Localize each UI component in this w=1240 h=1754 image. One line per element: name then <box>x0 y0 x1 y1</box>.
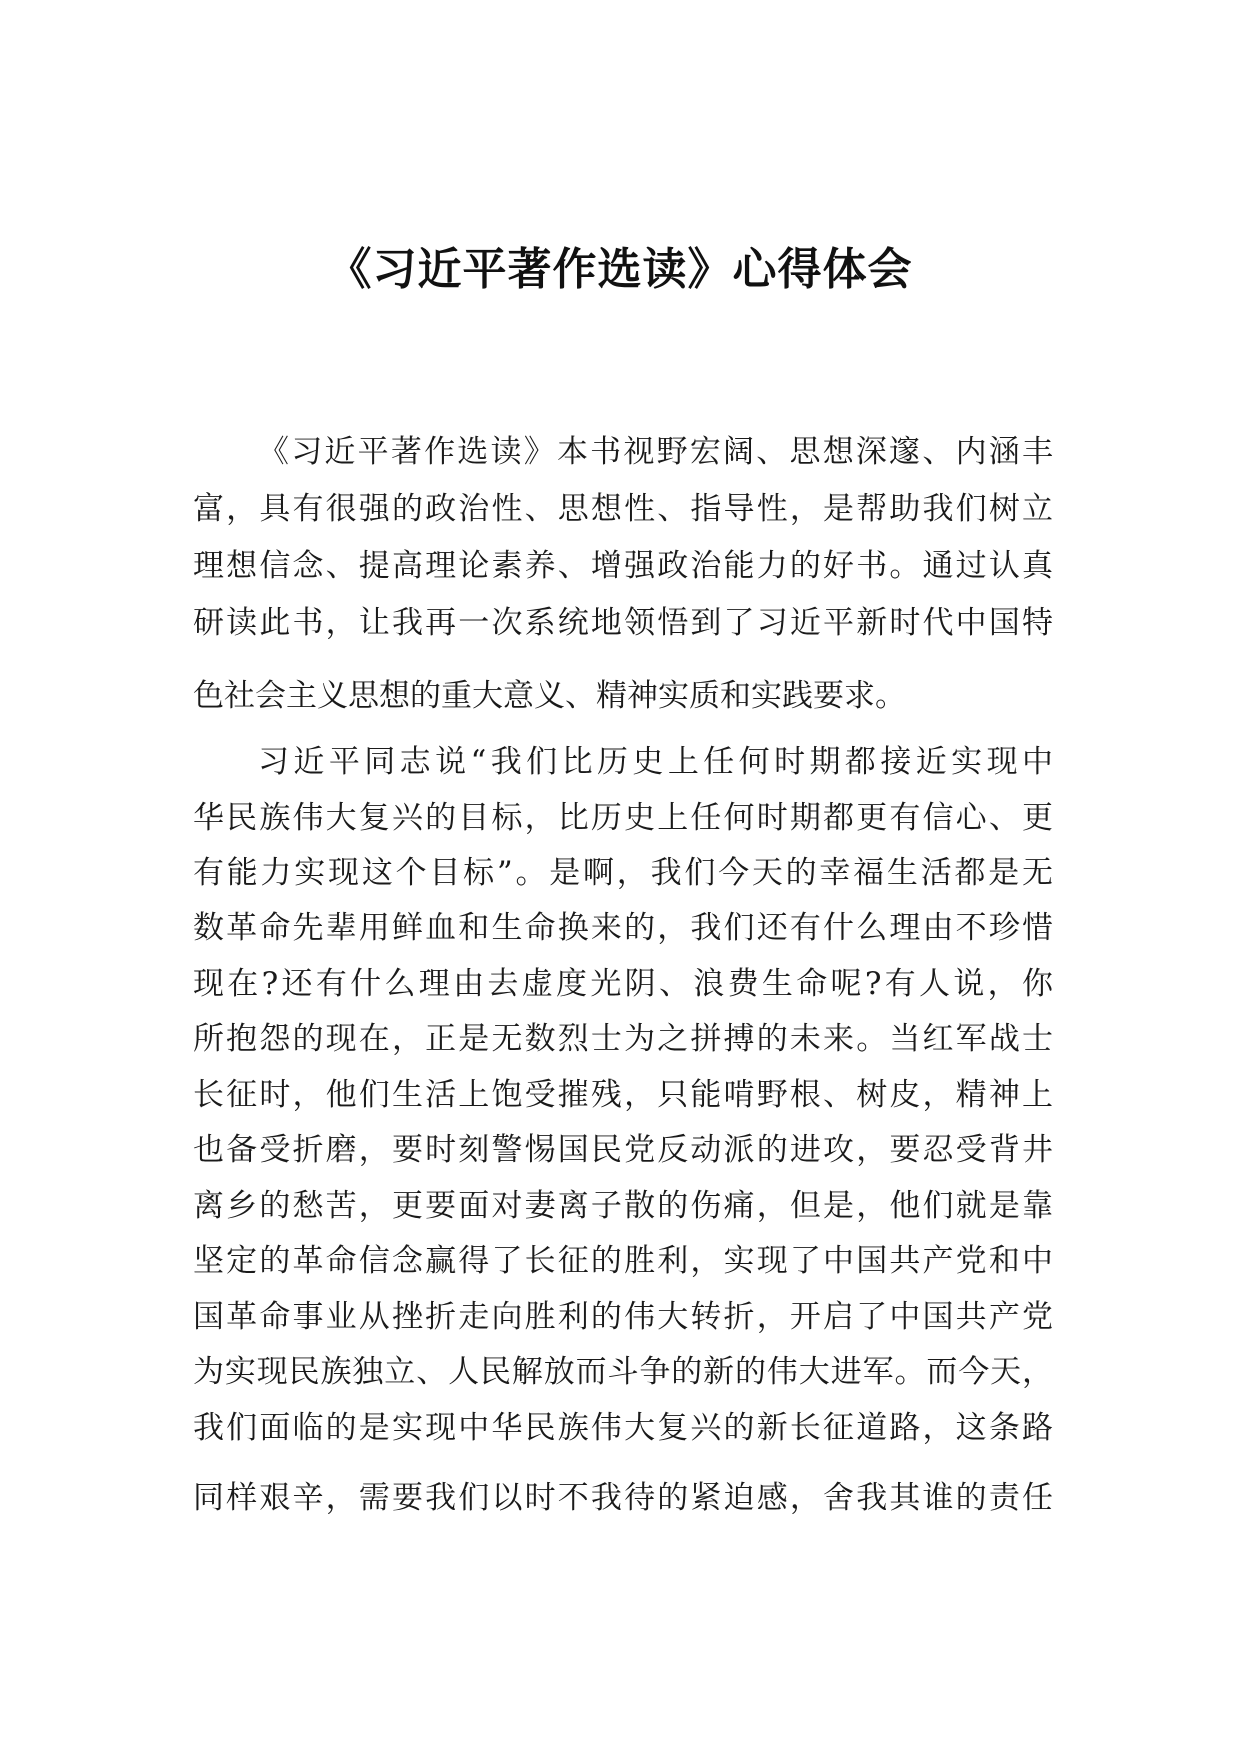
paragraph-2-line-4: 数革命先辈用鲜血和生命换来的，我们还有什么理由不珍惜 <box>193 910 1053 946</box>
paragraph-1-line-2: 富，具有很强的政治性、思想性、指导性，是帮助我们树立 <box>193 491 1053 527</box>
paragraph-2-line-13: 我们面临的是实现中华民族伟大复兴的新长征道路，这条路 <box>193 1410 1053 1446</box>
paragraph-2-line-10: 坚定的革命信念赢得了长征的胜利，实现了中国共产党和中 <box>193 1243 1053 1279</box>
paragraph-2-line-5: 现在?还有什么理由去虚度光阴、浪费生命呢?有人说，你 <box>193 966 1053 1002</box>
paragraph-1-line-1: 《习近平著作选读》本书视野宏阔、思想深邃、内涵丰 <box>258 434 1053 470</box>
paragraph-1-line-4: 研读此书，让我再一次系统地领悟到了习近平新时代中国特 <box>193 605 1053 641</box>
document-title: 《习近平著作选读》心得体会 <box>327 244 913 295</box>
paragraph-2-line-9: 离乡的愁苦，更要面对妻离子散的伤痛，但是，他们就是靠 <box>193 1188 1053 1224</box>
paragraph-1-line-3: 理想信念、提高理论素养、增强政治能力的好书。通过认真 <box>193 548 1053 584</box>
paragraph-1-line-5: 色社会主义思想的重大意义、精神实质和实践要求。 <box>193 678 906 714</box>
paragraph-2-line-6: 所抱怨的现在，正是无数烈士为之拼搏的未来。当红军战士 <box>193 1021 1053 1057</box>
paragraph-2-line-11: 国革命事业从挫折走向胜利的伟大转折，开启了中国共产党 <box>193 1299 1053 1335</box>
paragraph-2-line-12: 为实现民族独立、人民解放而斗争的新的伟大进军。而今天， <box>193 1354 1053 1390</box>
paragraph-2-line-3: 有能力实现这个目标”。是啊，我们今天的幸福生活都是无 <box>193 855 1053 891</box>
paragraph-2-line-14: 同样艰辛，需要我们以时不我待的紧迫感，舍我其谁的责任 <box>193 1480 1053 1516</box>
paragraph-2-line-7: 长征时，他们生活上饱受摧残，只能啃野根、树皮，精神上 <box>193 1077 1053 1113</box>
paragraph-2-line-8: 也备受折磨，要时刻警惕国民党反动派的进攻，要忍受背井 <box>193 1132 1053 1168</box>
paragraph-2-line-2: 华民族伟大复兴的目标，比历史上任何时期都更有信心、更 <box>193 800 1053 836</box>
paragraph-2-line-1: 习近平同志说“我们比历史上任何时期都接近实现中 <box>258 744 1053 780</box>
